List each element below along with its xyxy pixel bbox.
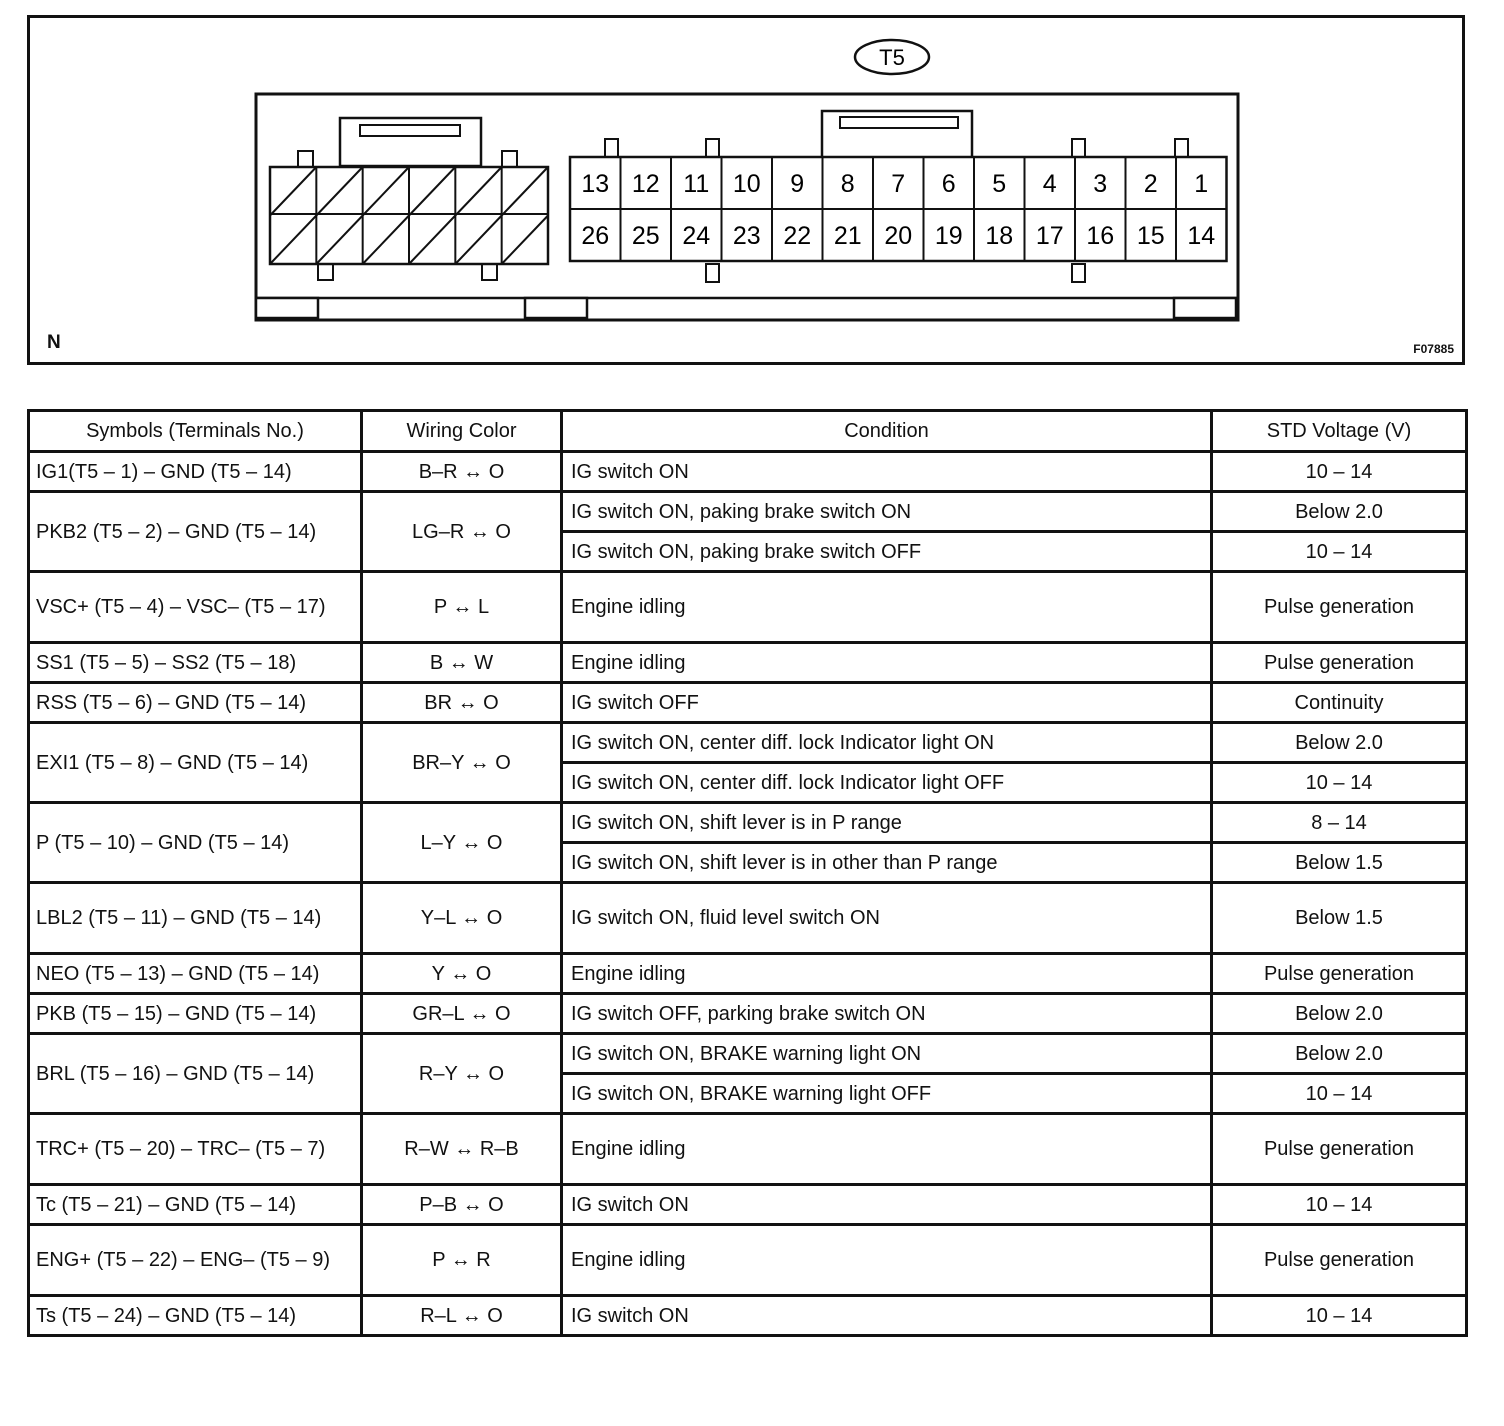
housing-foot xyxy=(1174,298,1236,318)
condition: IG switch ON xyxy=(562,452,1212,492)
condition: IG switch ON, BRAKE warning light ON xyxy=(562,1034,1212,1074)
keying-tab xyxy=(1072,264,1085,282)
table-row xyxy=(29,723,1467,763)
wiring-color: R–L ↔ O xyxy=(362,1296,562,1336)
keying-tab xyxy=(706,139,719,157)
wiring-color: R–Y ↔ O xyxy=(362,1034,562,1114)
header-symbols: Symbols (Terminals No.) xyxy=(29,411,362,452)
housing-foot xyxy=(256,298,318,318)
condition: Engine idling xyxy=(562,1225,1212,1296)
terminal-number: 9 xyxy=(790,170,805,198)
terminal-number: 2 xyxy=(1143,170,1158,198)
std-voltage: Below 1.5 xyxy=(1212,883,1467,954)
terminal-number: 24 xyxy=(682,222,711,250)
terminal-symbol: Tc (T5 – 21) – GND (T5 – 14) xyxy=(29,1185,362,1225)
std-voltage: Below 2.0 xyxy=(1212,492,1467,532)
condition: IG switch ON, shift lever is in other than P range xyxy=(562,843,1212,883)
terminal-number: 14 xyxy=(1187,222,1216,250)
table-row xyxy=(29,492,1467,532)
terminal-number: 1 xyxy=(1194,170,1209,198)
std-voltage: Continuity xyxy=(1212,683,1467,723)
condition: IG switch OFF, parking brake switch ON xyxy=(562,994,1212,1034)
keying-tab xyxy=(706,264,719,282)
condition: IG switch ON, center diff. lock Indicator light OFF xyxy=(562,763,1212,803)
condition: Engine idling xyxy=(562,1114,1212,1185)
wiring-color: P–B ↔ O xyxy=(362,1185,562,1225)
keying-tab xyxy=(1175,139,1188,157)
std-voltage: Pulse generation xyxy=(1212,954,1467,994)
table-row xyxy=(29,1185,1467,1225)
terminal-number: 11 xyxy=(683,170,710,198)
table-row xyxy=(29,883,1467,954)
terminal-symbol: NEO (T5 – 13) – GND (T5 – 14) xyxy=(29,954,362,994)
std-voltage: Pulse generation xyxy=(1212,1225,1467,1296)
condition: IG switch ON, shift lever is in P range xyxy=(562,803,1212,843)
connector-drawing xyxy=(30,18,1462,362)
wiring-color: LG–R ↔ O xyxy=(362,492,562,572)
connector-diagram xyxy=(27,15,1465,365)
keying-tab xyxy=(605,139,618,157)
table-row xyxy=(29,572,1467,643)
std-voltage: Pulse generation xyxy=(1212,1114,1467,1185)
wiring-color: BR ↔ O xyxy=(362,683,562,723)
wiring-color: P ↔ L xyxy=(362,572,562,643)
terminal-number: 16 xyxy=(1086,222,1115,250)
view-direction-label: N xyxy=(47,332,61,353)
terminal-number: 25 xyxy=(631,222,660,250)
blanked-cavity-block xyxy=(270,151,548,280)
table-row xyxy=(29,643,1467,683)
terminal-symbol: SS1 (T5 – 5) – SS2 (T5 – 18) xyxy=(29,643,362,683)
terminal-block xyxy=(570,139,1227,282)
table-row xyxy=(29,994,1467,1034)
std-voltage: 10 – 14 xyxy=(1212,763,1467,803)
condition: IG switch ON, paking brake switch OFF xyxy=(562,532,1212,572)
std-voltage: 10 – 14 xyxy=(1212,1074,1467,1114)
table-row xyxy=(29,954,1467,994)
wiring-color: B ↔ W xyxy=(362,643,562,683)
terminal-number: 13 xyxy=(581,170,610,198)
terminal-symbol: BRL (T5 – 16) – GND (T5 – 14) xyxy=(29,1034,362,1114)
terminal-number: 20 xyxy=(884,222,913,250)
terminal-number: 15 xyxy=(1136,222,1165,250)
wiring-color: BR–Y ↔ O xyxy=(362,723,562,803)
std-voltage: Pulse generation xyxy=(1212,643,1467,683)
condition: IG switch ON, BRAKE warning light OFF xyxy=(562,1074,1212,1114)
condition: Engine idling xyxy=(562,954,1212,994)
condition: IG switch ON, fluid level switch ON xyxy=(562,883,1212,954)
std-voltage: 10 – 14 xyxy=(1212,532,1467,572)
terminal-symbol: LBL2 (T5 – 11) – GND (T5 – 14) xyxy=(29,883,362,954)
std-voltage: Below 2.0 xyxy=(1212,723,1467,763)
terminal-number: 23 xyxy=(732,222,761,250)
wiring-color: Y ↔ O xyxy=(362,954,562,994)
wiring-color: P ↔ R xyxy=(362,1225,562,1296)
keying-tab xyxy=(1072,139,1085,157)
terminal-symbol: VSC+ (T5 – 4) – VSC– (T5 – 17) xyxy=(29,572,362,643)
terminal-number: 8 xyxy=(840,170,855,198)
terminal-number: 18 xyxy=(985,222,1014,250)
terminal-symbol: IG1(T5 – 1) – GND (T5 – 14) xyxy=(29,452,362,492)
wiring-color: Y–L ↔ O xyxy=(362,883,562,954)
terminal-symbol: TRC+ (T5 – 20) – TRC– (T5 – 7) xyxy=(29,1114,362,1185)
terminal-number: 3 xyxy=(1093,170,1108,198)
std-voltage: Below 2.0 xyxy=(1212,1034,1467,1074)
table-row xyxy=(29,803,1467,843)
wiring-color: B–R ↔ O xyxy=(362,452,562,492)
connector-label: T5 xyxy=(879,45,905,70)
terminal-number: 19 xyxy=(934,222,963,250)
condition: IG switch ON xyxy=(562,1185,1212,1225)
terminal-number: 6 xyxy=(941,170,956,198)
wiring-color: GR–L ↔ O xyxy=(362,994,562,1034)
terminal-number: 22 xyxy=(783,222,812,250)
terminal-number: 4 xyxy=(1042,170,1057,198)
std-voltage: 10 – 14 xyxy=(1212,1296,1467,1336)
header-std-voltage: STD Voltage (V) xyxy=(1212,411,1467,452)
condition: Engine idling xyxy=(562,643,1212,683)
terminal-number: 26 xyxy=(581,222,610,250)
condition: Engine idling xyxy=(562,572,1212,643)
wiring-color: R–W ↔ R–B xyxy=(362,1114,562,1185)
wiring-color: L–Y ↔ O xyxy=(362,803,562,883)
terminal-voltage-table xyxy=(27,409,1468,1337)
std-voltage: Pulse generation xyxy=(1212,572,1467,643)
terminal-symbol: RSS (T5 – 6) – GND (T5 – 14) xyxy=(29,683,362,723)
condition: IG switch ON, center diff. lock Indicator light ON xyxy=(562,723,1212,763)
table-row xyxy=(29,1034,1467,1074)
terminal-number: 17 xyxy=(1035,222,1064,250)
condition: IG switch ON, paking brake switch ON xyxy=(562,492,1212,532)
terminal-symbol: ENG+ (T5 – 22) – ENG– (T5 – 9) xyxy=(29,1225,362,1296)
std-voltage: 10 – 14 xyxy=(1212,1185,1467,1225)
table-row xyxy=(29,1296,1467,1336)
table-row xyxy=(29,452,1467,492)
terminal-symbol: PKB (T5 – 15) – GND (T5 – 14) xyxy=(29,994,362,1034)
terminal-number: 10 xyxy=(732,170,761,198)
table-row xyxy=(29,1225,1467,1296)
terminal-number: 5 xyxy=(992,170,1007,198)
condition: IG switch OFF xyxy=(562,683,1212,723)
table-header-row xyxy=(29,411,1467,452)
terminal-number: 7 xyxy=(891,170,906,198)
std-voltage: Below 2.0 xyxy=(1212,994,1467,1034)
terminal-symbol: P (T5 – 10) – GND (T5 – 14) xyxy=(29,803,362,883)
std-voltage: 8 – 14 xyxy=(1212,803,1467,843)
std-voltage: 10 – 14 xyxy=(1212,452,1467,492)
terminal-number: 12 xyxy=(631,170,660,198)
terminal-number: 21 xyxy=(833,222,862,250)
std-voltage: Below 1.5 xyxy=(1212,843,1467,883)
terminal-symbol: PKB2 (T5 – 2) – GND (T5 – 14) xyxy=(29,492,362,572)
header-condition: Condition xyxy=(562,411,1212,452)
table-row xyxy=(29,683,1467,723)
terminal-symbol: EXI1 (T5 – 8) – GND (T5 – 14) xyxy=(29,723,362,803)
housing-foot xyxy=(525,298,587,318)
terminal-symbol: Ts (T5 – 24) – GND (T5 – 14) xyxy=(29,1296,362,1336)
header-wiring-color: Wiring Color xyxy=(362,411,562,452)
condition: IG switch ON xyxy=(562,1296,1212,1336)
table-row xyxy=(29,1114,1467,1185)
figure-code: F07885 xyxy=(1413,342,1454,356)
